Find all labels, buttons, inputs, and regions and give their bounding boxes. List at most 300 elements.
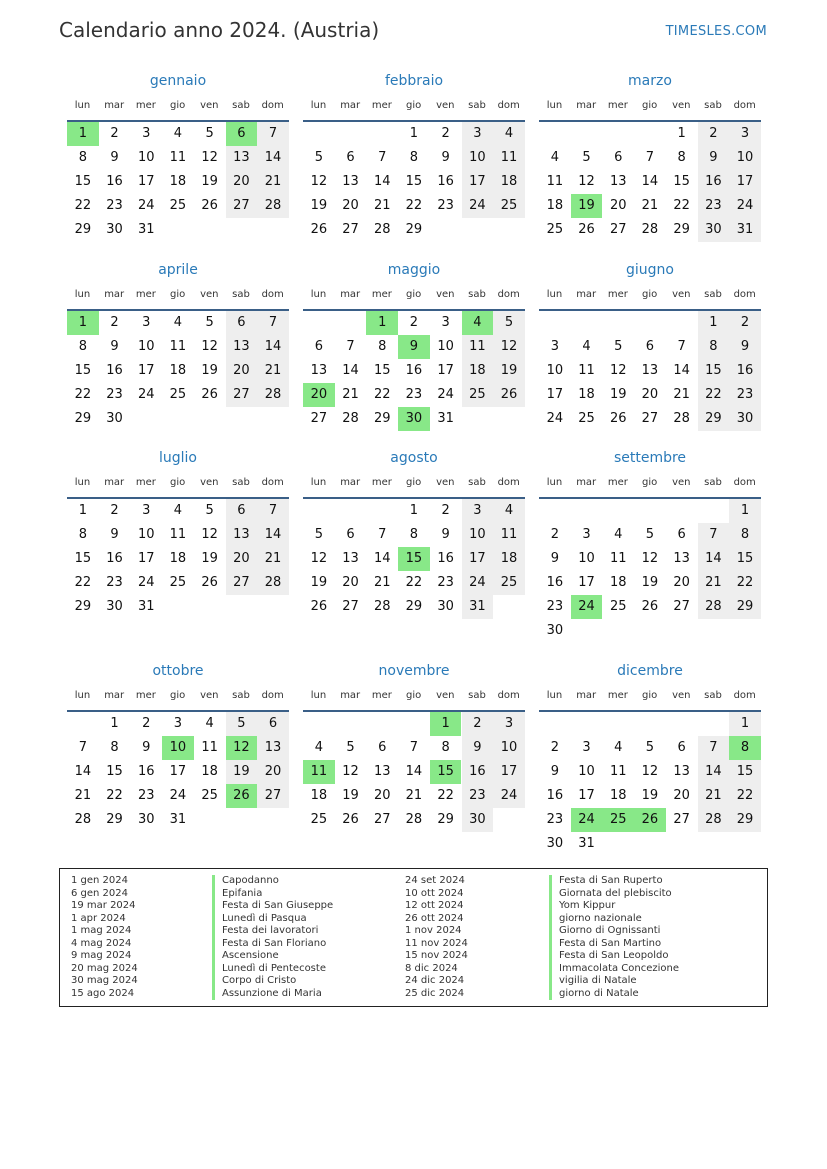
day-cell: 4 [173, 503, 183, 518]
day-cell: 23 [106, 198, 123, 213]
holiday-day-cell: 19 [571, 194, 603, 218]
holiday-day-cell: 11 [303, 760, 335, 784]
day-cell: 28 [641, 222, 659, 237]
day-cell: 9 [473, 740, 482, 755]
day-cell: 10 [469, 150, 486, 165]
weekday-label: gio [405, 100, 422, 111]
day-cell: 14 [373, 174, 391, 189]
day-cell: 29 [405, 599, 423, 614]
day-cell: 24 [469, 575, 486, 590]
day-cell: 28 [705, 812, 722, 827]
day-cell: 8 [709, 339, 718, 354]
day-cell: 12 [310, 551, 328, 566]
day-cell: 31 [736, 222, 754, 237]
day-cell: 7 [268, 315, 278, 330]
day-cell: 5 [205, 315, 214, 330]
weekday-label: lun [310, 100, 327, 111]
day-cell: 26 [310, 222, 328, 237]
day-cell: 10 [546, 363, 564, 378]
day-cell: 16 [705, 174, 722, 189]
holiday-date: 25 dic 2024 [405, 987, 465, 999]
day-cell: 2 [550, 740, 559, 755]
weekday-label: ven [436, 690, 455, 701]
day-cell: 25 [201, 788, 218, 803]
holiday-names-right [549, 875, 679, 1000]
weekday-label: mar [104, 100, 125, 111]
day-cell: 30 [546, 623, 564, 638]
day-cell: 5 [205, 126, 214, 141]
page-title: Calendario anno 2024. (Austria) [59, 18, 380, 42]
day-cell: 9 [441, 150, 450, 165]
day-cell: 8 [677, 150, 686, 165]
day-cell: 25 [310, 812, 328, 827]
day-cell: 31 [137, 599, 155, 614]
day-cell: 11 [169, 339, 187, 354]
holiday-date: 24 dic 2024 [405, 975, 465, 986]
day-cell: 19 [641, 788, 659, 803]
holiday-date: 11 nov 2024 [405, 937, 468, 949]
day-cell: 25 [169, 387, 187, 402]
holiday-day-cell: 10 [162, 736, 194, 760]
holiday-dates-left [71, 875, 138, 1000]
day-cell: 17 [469, 174, 486, 189]
holiday-date: 24 set 2024 [405, 875, 465, 886]
weekday-label: ven [436, 100, 455, 111]
day-cell: 26 [310, 599, 328, 614]
weekday-label: mer [607, 289, 628, 300]
day-cell: 22 [106, 788, 123, 803]
weekday-label: mar [104, 477, 125, 488]
day-cell: 17 [137, 363, 155, 378]
day-cell: 10 [578, 551, 595, 566]
day-cell: 23 [106, 575, 123, 590]
day-cell: 12 [201, 339, 218, 354]
day-cell: 5 [346, 740, 355, 755]
day-cell: 11 [469, 339, 486, 354]
day-cell: 1 [709, 315, 718, 330]
day-cell: 18 [169, 174, 187, 189]
day-cell: 26 [201, 575, 218, 590]
day-cell: 16 [137, 764, 155, 779]
day-cell: 12 [609, 363, 627, 378]
day-cell: 14 [264, 339, 282, 354]
day-cell: 23 [137, 788, 155, 803]
day-cell: 18 [578, 387, 595, 402]
day-cell: 4 [504, 503, 514, 518]
day-cell: 26 [201, 387, 218, 402]
day-cell: 19 [609, 387, 627, 402]
day-cell: 18 [201, 764, 218, 779]
weekday-header [67, 100, 289, 114]
day-cell: 11 [578, 363, 595, 378]
weekday-label: gio [405, 477, 422, 488]
day-cell: 4 [614, 527, 623, 542]
month-title: aprile [158, 262, 198, 278]
day-cell: 14 [264, 527, 282, 542]
day-cell: 18 [469, 363, 486, 378]
month-title: luglio [159, 450, 197, 466]
day-cell: 24 [437, 387, 454, 402]
day-cell: 19 [201, 363, 218, 378]
day-cell: 16 [437, 551, 454, 566]
day-cell: 24 [469, 198, 486, 213]
weekday-label: dom [733, 690, 756, 701]
day-cell: 3 [173, 716, 183, 731]
holiday-day-cell: 26 [226, 784, 258, 808]
day-cell: 21 [373, 198, 391, 213]
day-cell: 30 [469, 812, 486, 827]
day-cell: 15 [705, 363, 722, 378]
day-cell: 28 [264, 575, 282, 590]
day-cell: 12 [310, 174, 328, 189]
day-cell: 5 [314, 150, 323, 165]
holiday-name: Assunzione di Maria [212, 988, 333, 1001]
day-cell: 3 [142, 503, 151, 518]
holiday-day-cell: 20 [303, 383, 335, 407]
day-cell: 19 [641, 575, 659, 590]
day-cell: 2 [473, 716, 482, 731]
day-cell: 6 [237, 315, 246, 330]
day-cell: 29 [106, 812, 123, 827]
day-cell: 27 [342, 222, 359, 237]
holiday-name: Capodanno [212, 875, 333, 888]
day-cell: 27 [641, 411, 659, 426]
weekday-label: mer [135, 477, 156, 488]
weekday-label: gio [405, 690, 422, 701]
month-title: agosto [390, 450, 438, 466]
weekday-header [303, 690, 525, 704]
day-cell: 19 [233, 764, 250, 779]
holiday-day-cell: 1 [67, 311, 99, 335]
weekday-label: mar [576, 289, 597, 300]
day-cell: 25 [469, 387, 486, 402]
day-cell: 5 [614, 339, 623, 354]
day-cell: 14 [342, 363, 359, 378]
day-cell: 23 [705, 198, 722, 213]
weekday-header [303, 289, 525, 303]
weekday-label: mer [607, 477, 628, 488]
day-cell: 13 [233, 150, 250, 165]
day-cell: 17 [437, 363, 454, 378]
day-cell: 11 [201, 740, 218, 755]
day-cell: 7 [709, 740, 718, 755]
day-cell: 14 [373, 551, 391, 566]
day-cell: 26 [342, 812, 359, 827]
holiday-day-cell: 15 [430, 760, 462, 784]
holiday-name: Ascensione [212, 950, 333, 963]
holiday-name: Festa di San Ruperto [549, 875, 679, 888]
day-cell: 19 [310, 575, 328, 590]
day-cell: 10 [437, 339, 454, 354]
day-cell: 21 [705, 788, 722, 803]
month-title: maggio [387, 262, 441, 278]
day-cell: 22 [736, 575, 754, 590]
day-cell: 12 [201, 527, 218, 542]
day-cell: 9 [142, 740, 151, 755]
month-title: gennaio [149, 73, 207, 89]
day-cell: 18 [609, 788, 627, 803]
day-cell: 20 [641, 387, 659, 402]
holiday-name: Festa di San Martino [549, 938, 679, 951]
day-cell: 24 [736, 198, 754, 213]
day-cell: 30 [437, 599, 454, 614]
day-cell: 1 [677, 126, 686, 141]
holiday-day-cell: 9 [398, 335, 430, 359]
day-cell: 22 [736, 788, 754, 803]
day-cell: 10 [500, 740, 518, 755]
weekday-header [539, 289, 761, 303]
day-cell: 18 [169, 363, 187, 378]
day-cell: 2 [441, 126, 450, 141]
day-cell: 11 [500, 527, 518, 542]
day-cell: 5 [645, 527, 655, 542]
day-cell: 10 [137, 339, 155, 354]
weekday-header [539, 100, 761, 114]
holiday-name: Giorno di Ognissanti [549, 925, 679, 938]
weekday-label: dom [733, 477, 756, 488]
day-cell: 30 [705, 222, 722, 237]
day-cell: 16 [546, 575, 564, 590]
holiday-dates-right [405, 875, 468, 1000]
day-cell: 14 [405, 764, 423, 779]
day-cell: 4 [550, 150, 559, 165]
holiday-date: 1 mag 2024 [71, 925, 132, 936]
weekday-label: sab [232, 289, 250, 300]
weekday-label: dom [497, 289, 520, 300]
holiday-day-cell: 1 [366, 311, 398, 335]
month-title: marzo [628, 73, 672, 89]
weekday-header [303, 100, 525, 114]
day-cell: 19 [500, 363, 518, 378]
weekday-label: ven [672, 690, 691, 701]
weekday-label: sab [468, 100, 486, 111]
day-cell: 3 [473, 503, 482, 518]
weekday-label: sab [232, 477, 250, 488]
holiday-date: 1 gen 2024 [71, 875, 129, 886]
day-cell: 1 [78, 503, 87, 518]
weekday-label: sab [468, 477, 486, 488]
day-cell: 7 [78, 740, 87, 755]
holiday-day-cell: 1 [430, 712, 462, 736]
day-cell: 11 [609, 551, 627, 566]
day-cell: 11 [169, 150, 187, 165]
day-cell: 31 [578, 836, 595, 851]
day-cell: 27 [609, 222, 627, 237]
holiday-name: Immacolata Concezione [549, 963, 679, 976]
day-cell: 3 [142, 126, 151, 141]
holiday-date: 8 dic 2024 [405, 962, 458, 974]
day-cell: 22 [74, 387, 92, 402]
day-cell: 18 [169, 551, 187, 566]
day-cell: 3 [441, 315, 450, 330]
day-cell: 13 [233, 339, 250, 354]
day-cell: 14 [705, 551, 722, 566]
day-cell: 29 [673, 222, 690, 237]
day-cell: 10 [137, 527, 155, 542]
day-cell: 17 [736, 174, 754, 189]
day-cell: 22 [437, 788, 454, 803]
day-cell: 1 [110, 716, 119, 731]
day-cell: 13 [233, 527, 250, 542]
day-cell: 1 [740, 503, 750, 518]
day-cell: 7 [378, 527, 387, 542]
day-cell: 30 [106, 222, 123, 237]
day-cell: 6 [237, 503, 246, 518]
day-cell: 25 [609, 599, 627, 614]
day-cell: 30 [106, 599, 123, 614]
weekday-label: mar [340, 100, 361, 111]
day-cell: 23 [736, 387, 754, 402]
day-cell: 19 [201, 551, 218, 566]
day-cell: 20 [233, 363, 250, 378]
day-cell: 14 [264, 150, 282, 165]
day-cell: 22 [405, 575, 423, 590]
day-cell: 28 [264, 198, 282, 213]
day-cell: 3 [582, 740, 591, 755]
weekday-label: mer [607, 100, 628, 111]
day-cell: 24 [169, 788, 187, 803]
day-cell: 13 [264, 740, 282, 755]
day-cell: 4 [314, 740, 323, 755]
month-title: ottobre [152, 663, 204, 679]
weekday-label: mer [607, 690, 628, 701]
weekday-label: ven [200, 100, 219, 111]
day-cell: 31 [169, 812, 187, 827]
day-cell: 9 [740, 339, 750, 354]
day-cell: 23 [437, 575, 454, 590]
day-cell: 17 [469, 551, 486, 566]
holiday-day-cell: 6 [226, 122, 258, 146]
weekday-label: lun [546, 690, 563, 701]
holiday-name: Festa di San Leopoldo [549, 950, 679, 963]
day-cell: 17 [500, 764, 518, 779]
day-cell: 2 [110, 503, 119, 518]
holiday-day-cell: 24 [571, 595, 603, 619]
day-cell: 26 [201, 198, 218, 213]
day-cell: 8 [78, 527, 87, 542]
day-cell: 7 [645, 150, 655, 165]
day-cell: 9 [550, 551, 559, 566]
day-cell: 25 [169, 198, 187, 213]
day-cell: 12 [641, 764, 659, 779]
day-cell: 13 [342, 174, 359, 189]
day-cell: 12 [342, 764, 359, 779]
holiday-date: 15 nov 2024 [405, 950, 468, 961]
day-cell: 11 [546, 174, 564, 189]
day-cell: 18 [546, 198, 564, 213]
day-cell: 29 [373, 411, 391, 426]
weekday-label: mar [104, 690, 125, 701]
weekday-label: mar [104, 289, 125, 300]
holiday-name: giorno di Natale [549, 988, 679, 1001]
day-cell: 11 [169, 527, 187, 542]
holiday-date: 1 nov 2024 [405, 925, 462, 936]
day-cell: 24 [546, 411, 564, 426]
day-cell: 28 [74, 812, 92, 827]
day-cell: 25 [578, 411, 595, 426]
day-cell: 26 [578, 222, 595, 237]
holiday-day-cell: 26 [634, 808, 666, 832]
day-cell: 9 [441, 527, 450, 542]
weekday-label: sab [468, 690, 486, 701]
day-cell: 3 [142, 315, 151, 330]
day-cell: 2 [550, 527, 559, 542]
day-cell: 8 [409, 527, 419, 542]
day-cell: 7 [346, 339, 355, 354]
day-cell: 16 [546, 788, 564, 803]
day-cell: 24 [137, 198, 155, 213]
weekday-label: gio [169, 690, 186, 701]
weekday-label: mar [340, 289, 361, 300]
day-cell: 27 [233, 575, 250, 590]
weekday-label: dom [261, 100, 284, 111]
weekday-label: sab [704, 477, 722, 488]
weekday-label: lun [74, 289, 91, 300]
day-cell: 22 [405, 198, 423, 213]
day-cell: 22 [673, 198, 690, 213]
weekday-label: mar [340, 477, 361, 488]
day-cell: 15 [74, 551, 92, 566]
day-cell: 23 [437, 198, 454, 213]
month-title: novembre [378, 663, 450, 679]
holiday-date: 4 mag 2024 [71, 937, 132, 949]
weekday-label: dom [733, 289, 756, 300]
day-cell: 11 [500, 150, 518, 165]
holiday-name: Giornata del plebiscito [549, 888, 679, 901]
holiday-day-cell: 25 [602, 808, 634, 832]
holiday-name: Festa di San Floriano [212, 938, 333, 951]
holiday-day-cell: 15 [398, 547, 430, 571]
day-cell: 13 [673, 551, 690, 566]
weekday-label: mer [135, 289, 156, 300]
day-cell: 27 [264, 788, 282, 803]
day-cell: 15 [405, 174, 423, 189]
holiday-name: Epifania [212, 888, 333, 901]
weekday-label: ven [436, 477, 455, 488]
day-cell: 17 [578, 788, 595, 803]
day-cell: 20 [673, 788, 690, 803]
day-cell: 30 [137, 812, 155, 827]
weekday-label: mar [576, 690, 597, 701]
day-cell: 9 [110, 150, 119, 165]
weekday-label: gio [641, 477, 658, 488]
holiday-name: Lunedì di Pasqua [212, 913, 333, 926]
day-cell: 8 [441, 740, 450, 755]
day-cell: 29 [736, 812, 754, 827]
holiday-day-cell: 4 [462, 311, 494, 335]
day-cell: 2 [441, 503, 450, 518]
day-cell: 21 [264, 363, 282, 378]
holiday-date: 12 ott 2024 [405, 900, 464, 911]
day-cell: 13 [342, 551, 359, 566]
day-cell: 21 [373, 575, 391, 590]
day-cell: 16 [106, 174, 123, 189]
day-cell: 28 [373, 222, 391, 237]
day-cell: 25 [546, 222, 564, 237]
day-cell: 13 [373, 764, 391, 779]
day-cell: 30 [106, 411, 123, 426]
weekday-label: sab [704, 100, 722, 111]
day-cell: 27 [673, 812, 690, 827]
day-cell: 8 [740, 527, 750, 542]
day-cell: 28 [264, 387, 282, 402]
weekday-label: mar [576, 477, 597, 488]
weekday-label: lun [74, 690, 91, 701]
weekday-label: gio [641, 289, 658, 300]
day-cell: 19 [342, 788, 359, 803]
site-link[interactable]: TIMESLES.COM [665, 24, 767, 39]
day-cell: 18 [310, 788, 328, 803]
